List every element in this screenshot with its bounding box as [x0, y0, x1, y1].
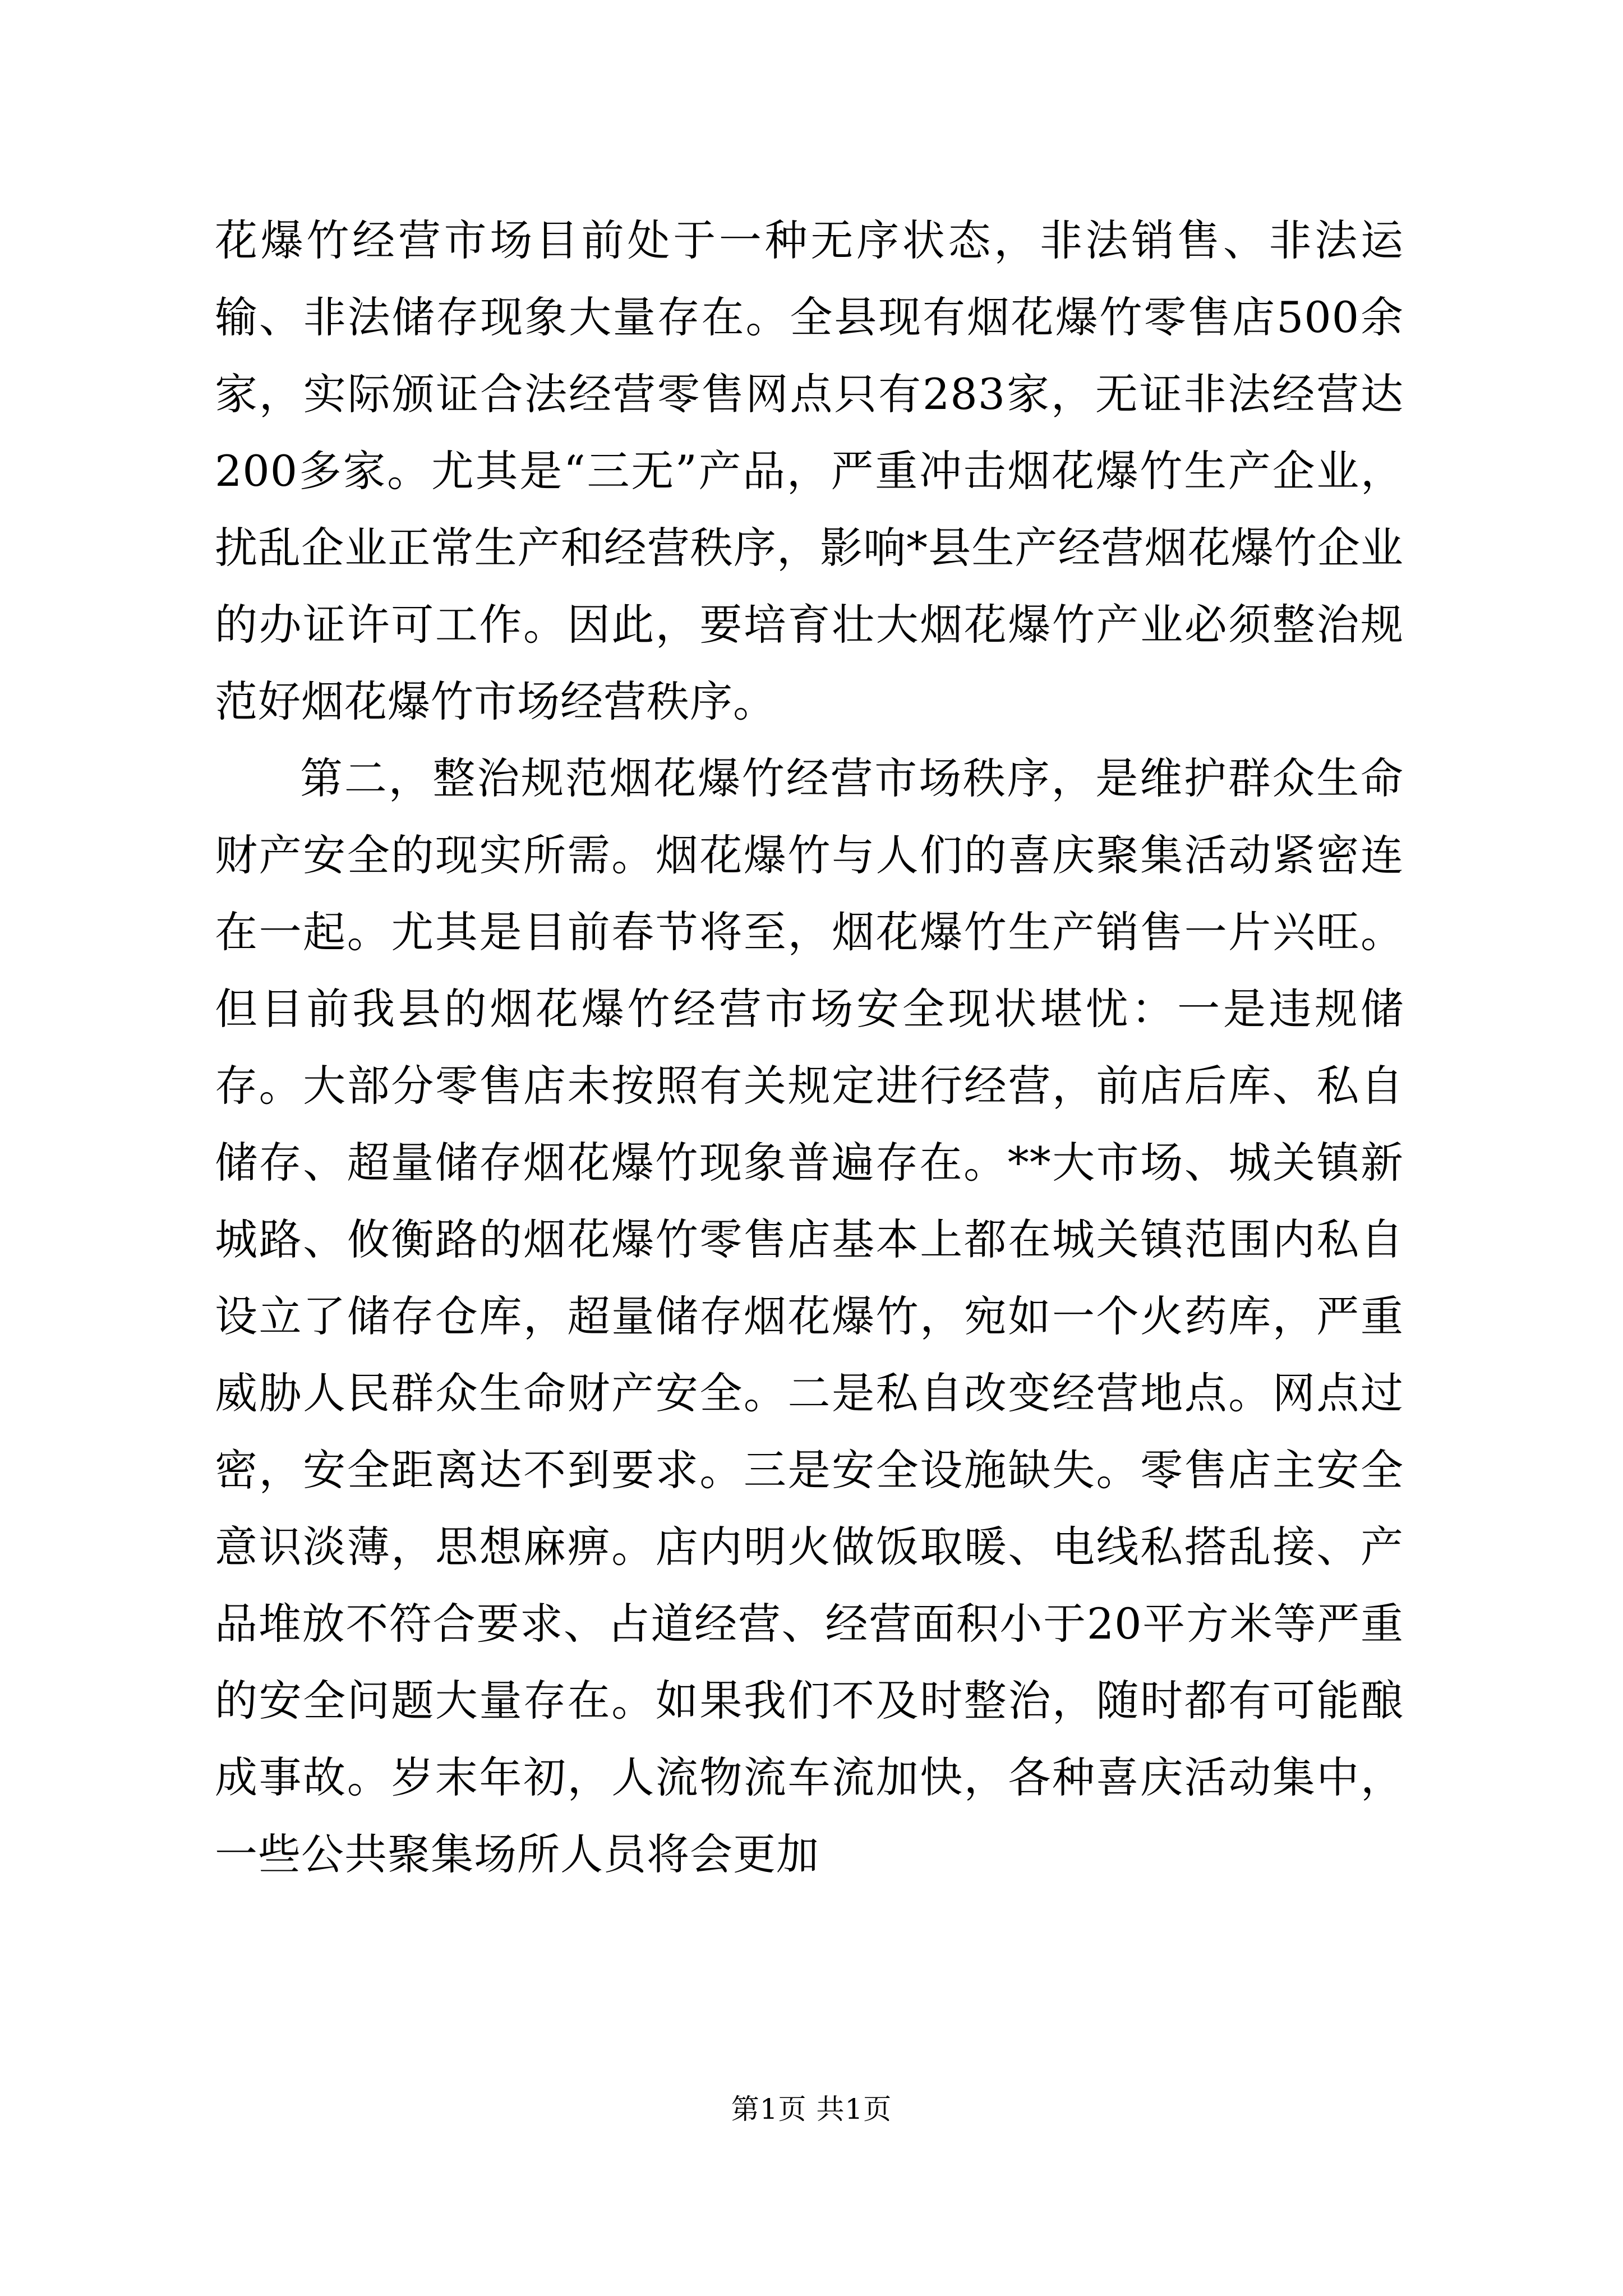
- paragraph-1: 花爆竹经营市场目前处于一种无序状态，非法销售、非法运输、非法储存现象大量存在。全县现有烟花爆竹零售店500余家，实际颁证合法经营零售网点只有283家，无证非法经营达200多家。尤其是“三无”产品，严重冲击烟花爆竹生产企业，扰乱企业正常生产和经营秩序，影响*县生产经营烟花爆竹企业的办证许可工作。因此，要培育壮大烟花爆竹产业必须整治规范好烟花爆竹市场经营秩序。: [215, 215, 1404, 726]
- paragraph-2: 第二，整治规范烟花爆竹经营市场秩序，是维护群众生命财产安全的现实所需。烟花爆竹与人们的喜庆聚集活动紧密连在一起。尤其是目前春节将至，烟花爆竹生产销售一片兴旺。但目前我县的烟花爆竹经营市场安全现状堪忧：一是违规储存。大部分零售店未按照有关规定进行经营，前店后库、私自储存、超量储存烟花爆竹现象普遍存在。**大市场、城关镇新城路、攸衡路的烟花爆竹零售店基本上都在城关镇范围内私自设立了储存仓库，超量储存烟花爆竹，宛如一个火药库，严重威胁人民群众生命财产安全。二是私自改变经营地点。网点过密，安全距离达不到要求。三是安全设施缺失。零售店主安全意识淡薄，思想麻痹。店内明火做饭取暖、电线私搭乱接、产品堆放不符合要求、占道经营、经营面积小于20平方米等严重的安全问题大量存在。如果我们不及时整治，随时都有可能酿成事故。岁末年初，人流物流车流加快，各种喜庆活动集中，一些公共聚集场所人员将会更加: [215, 753, 1404, 1879]
- document-body: [215, 202, 1404, 1893]
- page-footer: 第1页 共1页: [731, 2093, 892, 2125]
